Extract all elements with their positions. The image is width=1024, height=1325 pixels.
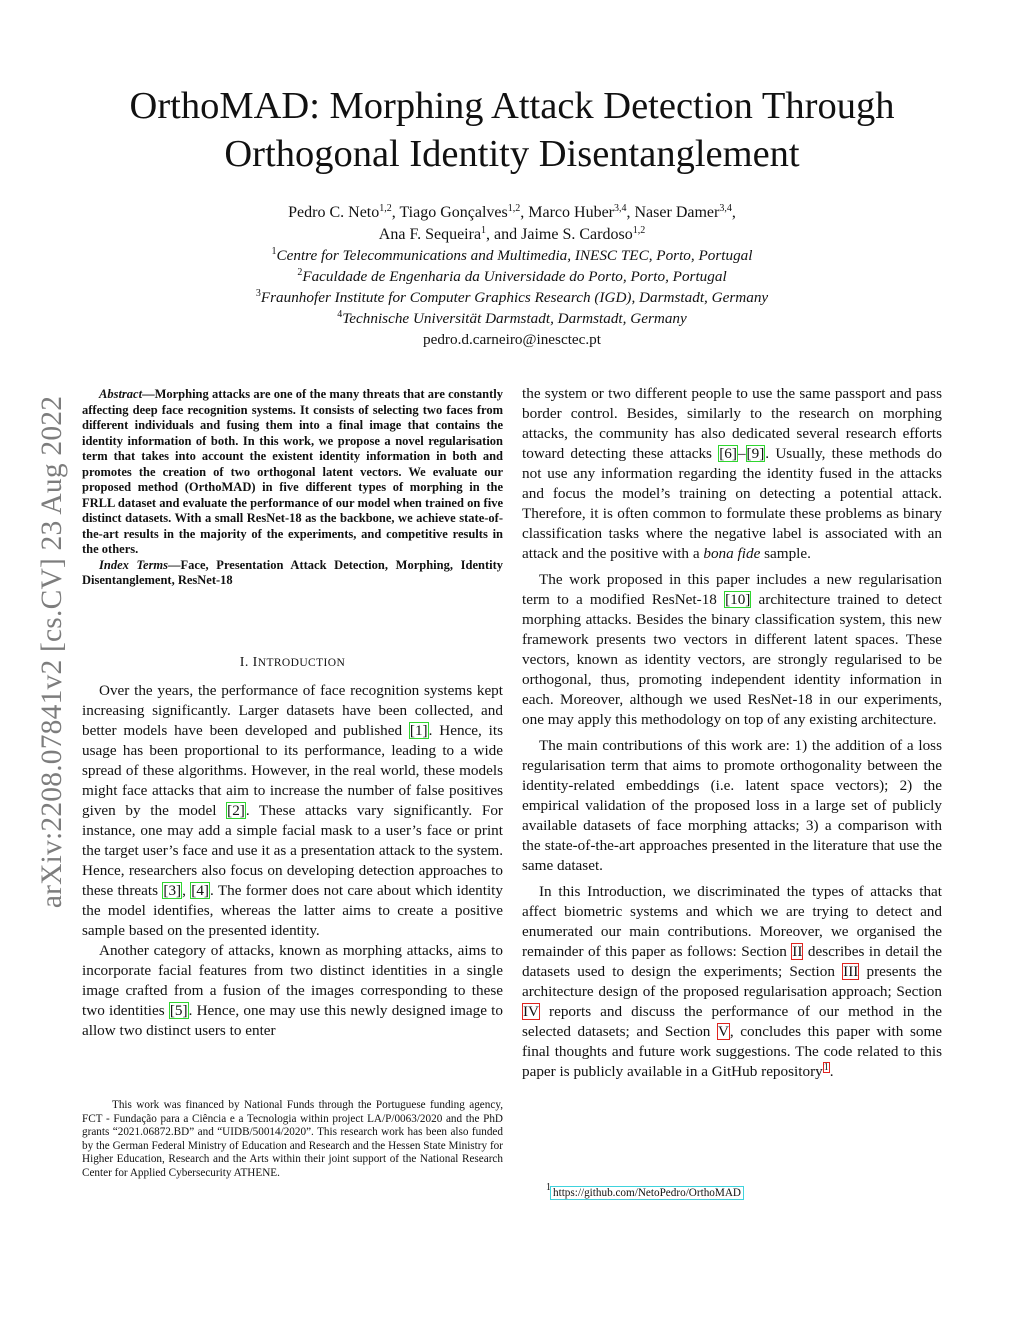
affiliation-1: $^1$Centre for Telecommunications and Multimedia, INESC TEC, Porto, Portugal — [271, 246, 753, 264]
footnote-link[interactable]: 1 — [823, 1062, 829, 1073]
paragraph: Another category of attacks, known as morphing attacks, aims to incorporate facial features from two distinct identities in a single image crafted from a fusion of the images corresponding to these two identities [5]. Hence, one may use this newly designed image to allow two distinct users to enter — [82, 942, 503, 1039]
funding-footnote: This work was financed by National Funds through the Portuguese funding agency, FCT - Fundação para a Ciência e a Tecnologia within project LA/P/0063/2020 and the PhD grants “2021.06872.BD” and “UIDB/50014/2020”. This research work has been also funded by the German Federal Ministry of Education and Research and the Hessen State Ministry for Higher Education, Research and the Arts within their joint support of the National Research Center for Applied Cybersecurity ATHENE. — [82, 1099, 503, 1179]
section-heading-introduction: I. INTRODUCTION — [239, 655, 346, 670]
citation-link[interactable]: [3] — [163, 882, 182, 899]
section-link[interactable]: III — [843, 963, 859, 980]
paragraph: Over the years, the performance of face recognition systems kept increasing significantly. Larger datasets have been collected, and better models have been developed and published [1]. Hence, its usage has been proportional to its performance, leading to a wide spread of these algorithms. However, in the real world, these models might face attacks that aim to increase the number of false positives given by the model [2]. These attacks vary significantly. For instance, one may add a simple facial mask to a user’s face or print the target user’s face and use it as a presentation attack to the system. Hence, researchers also focus on developing detection approaches to these threats [3], [4]. The former does not care about which identity the model identifies, whereas the latter aims to create a positive sample based on the presented identity. — [82, 682, 503, 939]
section-link[interactable]: II — [792, 943, 803, 960]
citation-link[interactable]: [6] — [719, 445, 737, 462]
paragraph: The work proposed in this paper includes a new regularisation term to a modified ResNet-18 [10] architecture trained to detect morphing attacks. Besides the binary classification system, this new framework presents two vectors in different latent spaces. These vectors, known as identity vectors, are strongly regularised to be orthogonal, thus, promoting independent identity information in each. Moreover, although we used ResNet-18 in our experiments, one may apply this methodology on top of any existing architecture. — [522, 571, 942, 728]
affiliation-4: $^4$Technische Universität Darmstadt, Darmstadt, Germany — [337, 309, 687, 327]
left-body-text — [82, 681, 503, 1041]
citation-link[interactable]: [1] — [409, 722, 428, 739]
citation-link[interactable]: [10] — [725, 591, 751, 608]
affiliation-2: $^2$Faculdade de Engenharia da Universidade do Porto, Porto, Portugal — [297, 267, 727, 285]
citation-link[interactable]: [4] — [191, 882, 209, 899]
github-link[interactable]: https://github.com/NetoPedro/OrthoMAD — [553, 1187, 742, 1199]
author-line-2: Ana F. Sequeira$^1$, and Jaime S. Cardoso$^{1,2}$ — [378, 225, 646, 243]
right-body-text — [522, 384, 942, 1082]
contact-email: pedro.d.carneiro@inesctec.pt — [422, 331, 601, 348]
section-link[interactable]: V — [717, 1023, 729, 1040]
citation-link[interactable]: [9] — [746, 445, 765, 462]
abstract: Abstract—Morphing attacks are one of the many threats that are constantly affecting deep face recognition systems. It consists of selecting two faces from different individuals and fusing them into a final image that contains the identity information of both. In this work, we propose a novel regularisation term that takes into account the existent identity information in both and promotes the creation of two orthogonal latent vectors. We evaluate our proposed method (OrthoMAD) in five different types of morphing in the FRLL dataset and evaluate the performance of our model when trained on five distinct datasets. With a small ResNet-18 as the backbone, we achieve state-of-the-art results in the majority of the experiments, and competitive results in the others. Index Terms—Face, Presentation Attack Detection, Morphing, Identity Disentanglement, ResNet-18 — [82, 387, 503, 587]
paragraph: The main contributions of this work are: 1) the addition of a loss regularisation term that aims to promote orthogonality between the identity-related embeddings (i.e. latent space vectors); 2) the empirical validation of the proposed loss in a large set of publicly available datasets of face morphing attacks; 3) a comparison with the state-of-the-art approaches presented in the literature that use the same dataset. — [522, 737, 942, 874]
section-link[interactable]: IV — [523, 1003, 540, 1020]
url-footnote: $^1$ https://github.com/NetoPedro/OrthoMAD — [546, 1182, 742, 1199]
author-line-1: Pedro C. Neto$^{1,2}$, Tiago Gonçalves$^{1,2}$, Marco Huber$^{3,4}$, Naser Damer$^{3,4}$, — [288, 203, 736, 221]
paragraph: the system or two different people to use the same passport and pass border control. Besides, similarly to the research on morphing attacks, the community has also dedicated several research efforts toward detecting these attacks [6]–[9]. Usually, these methods do not use any information regarding the identity fused in the attacks and focus the model’s training on detecting a potential attack. Therefore, it is often common to formulate these problems as binary classification tasks where the negative label is associated with an attack and the positive with a bona fide sample. — [522, 385, 942, 562]
citation-link[interactable]: [5] — [169, 1002, 188, 1019]
citation-link[interactable]: [2] — [227, 802, 245, 819]
paragraph: In this Introduction, we discriminated the types of attacks that affect biometric systems and which we are trying to detect and enumerated our main contributions. Moreover, we organised the remainder of this paper as follows: Section II describes in detail the datasets used to design the experiments; Section III presents the architecture design of the proposed regularisation approach; Section IV reports and discuss the performance of our method in the selected datasets; and Section V, concludes this paper with some final thoughts and future work suggestions. The code related to this paper is publicly available in a GitHub repository$^1$. — [522, 883, 942, 1080]
arxiv-identifier: arXiv:2208.07841v2 [cs.CV] 23 Aug 2022 — [36, 395, 68, 909]
affiliation-3: $^3$Fraunhofer Institute for Computer Graphics Research (IGD), Darmstadt, Germany — [255, 288, 769, 306]
paper-title: OrthoMAD: Morphing Attack Detection Through Orthogonal Identity Disentanglement — [129, 85, 895, 175]
